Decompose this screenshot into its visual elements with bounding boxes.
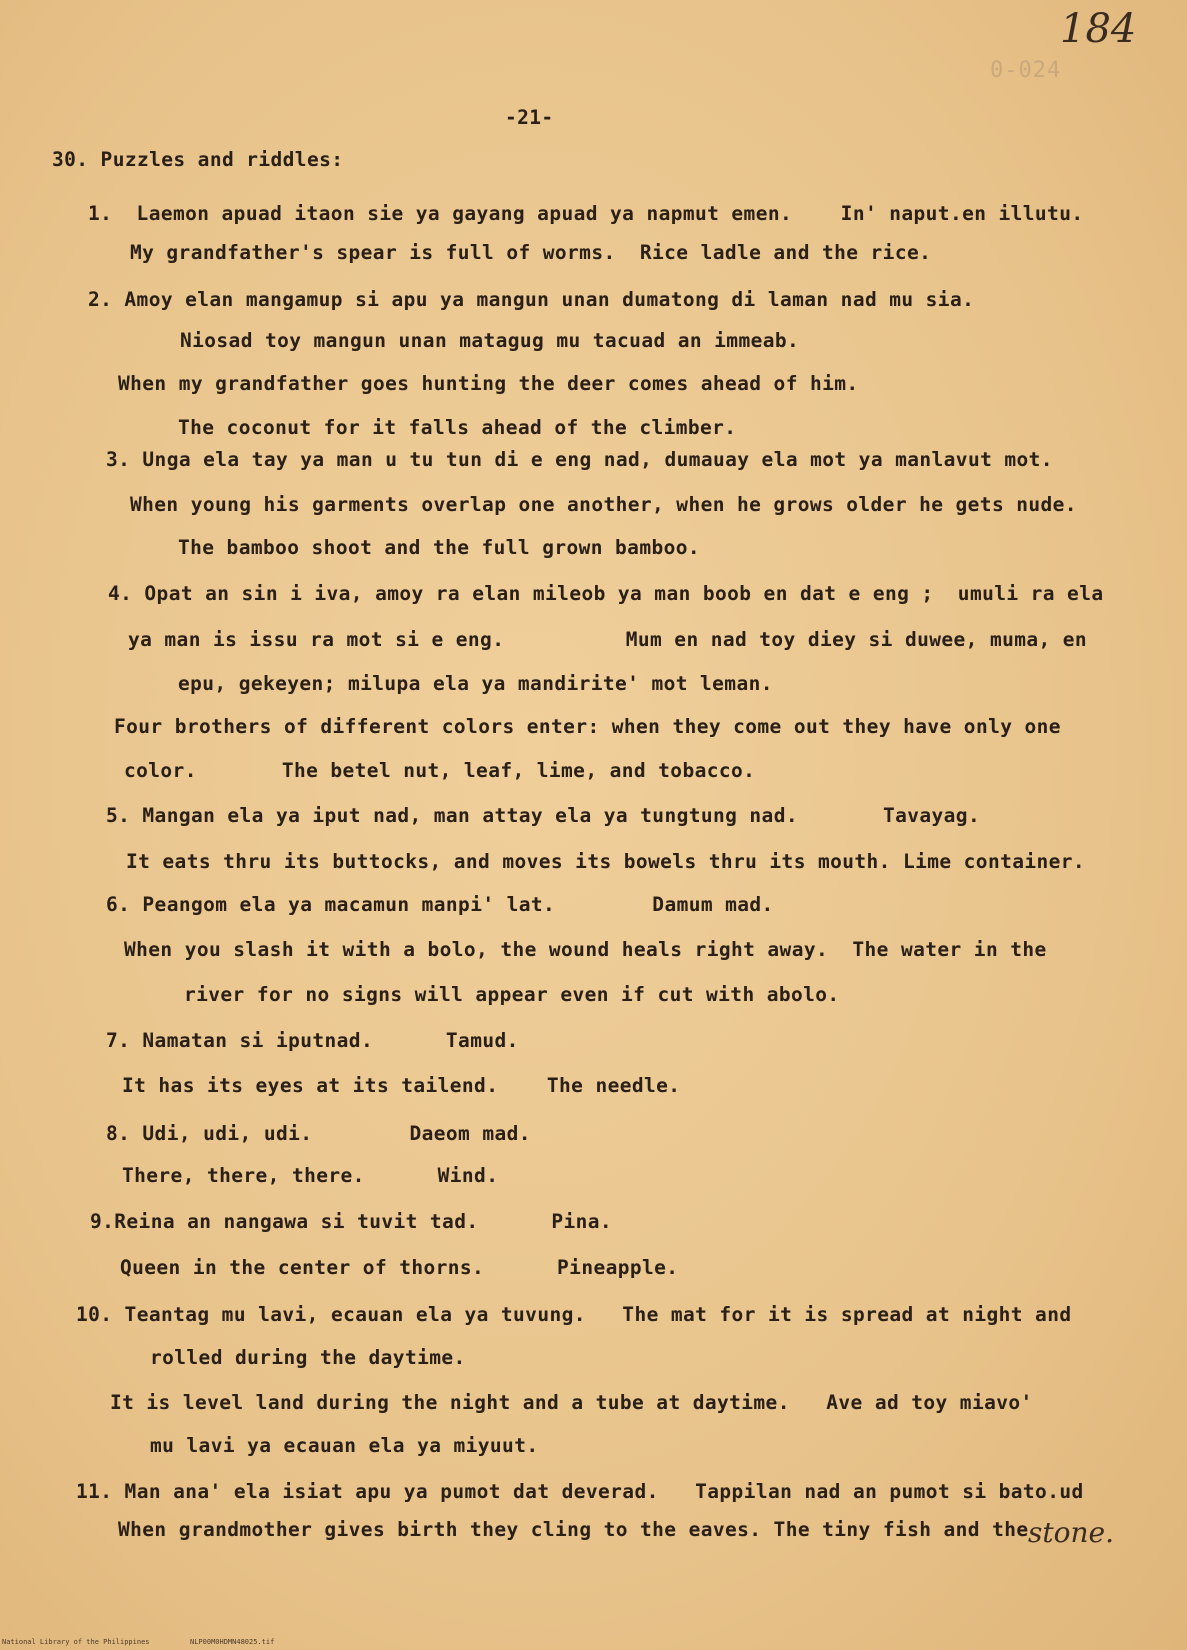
- riddle-9-english: Queen in the center of thorns. Pineapple.: [120, 1256, 679, 1279]
- archive-stamp: 0-024: [990, 58, 1062, 83]
- riddle-3-answer: The bamboo shoot and the full grown bamboo.: [178, 536, 701, 559]
- riddle-4-answer-english: color. The betel nut, leaf, lime, and tobacco.: [124, 759, 756, 782]
- riddle-10-english-cont: mu lavi ya ecauan ela ya miyuut.: [150, 1434, 539, 1457]
- section-title: 30. Puzzles and riddles:: [52, 148, 344, 171]
- handwritten-answer: stone.: [1028, 1516, 1114, 1549]
- riddle-2-answer-english: The coconut for it falls ahead of the climber.: [178, 416, 737, 439]
- riddle-10-native: 10. Teantag mu lavi, ecauan ela ya tuvung. The mat for it is spread at night and: [76, 1303, 1072, 1326]
- riddle-1-english: My grandfather's spear is full of worms. Rice ladle and the rice.: [130, 241, 932, 264]
- riddle-3-english: When young his garments overlap one another, when he grows older he gets nude.: [130, 493, 1077, 516]
- riddle-11-english: When grandmother gives birth they cling to the eaves. The tiny fish and the: [118, 1518, 1029, 1541]
- footer-library: National Library of the Philippines: [2, 1638, 150, 1646]
- riddle-1-native: 1. Laemon apuad itaon sie ya gayang apuad ya napmut emen. In' naput.en illutu.: [88, 202, 1084, 225]
- riddle-4-native: 4. Opat an sin i iva, amoy ra elan mileob ya man boob en dat e eng ; umuli ra ela: [108, 582, 1104, 605]
- riddle-6-native: 6. Peangom ela ya macamun manpi' lat. Damum mad.: [106, 893, 774, 916]
- handwritten-page-number: 184: [1060, 6, 1137, 52]
- riddle-2-native: 2. Amoy elan mangamup si apu ya mangun unan dumatong di laman nad mu sia.: [88, 288, 975, 311]
- footer-filename: NLP00M0HDMN48025.tif: [190, 1638, 275, 1646]
- riddle-2-answer-native: Niosad toy mangun unan matagug mu tacuad an immeab.: [180, 329, 800, 352]
- riddle-5-english: It eats thru its buttocks, and moves its bowels thru its mouth. Lime container.: [126, 850, 1086, 873]
- riddle-3-native: 3. Unga ela tay ya man u tu tun di e eng nad, dumauay ela mot ya manlavut mot.: [106, 448, 1053, 471]
- riddle-4-english: Four brothers of different colors enter: when they come out they have only one: [114, 715, 1061, 738]
- riddle-6-english: When you slash it with a bolo, the wound heals right away. The water in the: [124, 938, 1047, 961]
- page-header: -21-: [505, 106, 554, 129]
- riddle-9-native: 9.Reina an nangawa si tuvit tad. Pina.: [90, 1210, 613, 1233]
- riddle-5-native: 5. Mangan ela ya iput nad, man attay ela ya tungtung nad. Tavayag.: [106, 804, 981, 827]
- riddle-6-answer: river for no signs will appear even if cut with abolo.: [184, 983, 840, 1006]
- riddle-2-english: When my grandfather goes hunting the deer comes ahead of him.: [118, 372, 859, 395]
- riddle-7-english: It has its eyes at its tailend. The needle.: [122, 1074, 681, 1097]
- riddle-10-english: It is level land during the night and a tube at daytime. Ave ad toy miavo': [110, 1391, 1033, 1414]
- riddle-11-native: 11. Man ana' ela isiat apu ya pumot dat deverad. Tappilan nad an pumot si bato.ud: [76, 1480, 1084, 1503]
- riddle-8-english: There, there, there. Wind.: [122, 1164, 499, 1187]
- riddle-8-native: 8. Udi, udi, udi. Daeom mad.: [106, 1122, 531, 1145]
- riddle-4-answer-native: epu, gekeyen; milupa ela ya mandirite' mot leman.: [178, 672, 773, 695]
- riddle-4-native-cont: ya man is issu ra mot si e eng. Mum en nad toy diey si duwee, muma, en: [128, 628, 1088, 651]
- riddle-10-native-cont: rolled during the daytime.: [150, 1346, 466, 1369]
- riddle-7-native: 7. Namatan si iputnad. Tamud.: [106, 1029, 519, 1052]
